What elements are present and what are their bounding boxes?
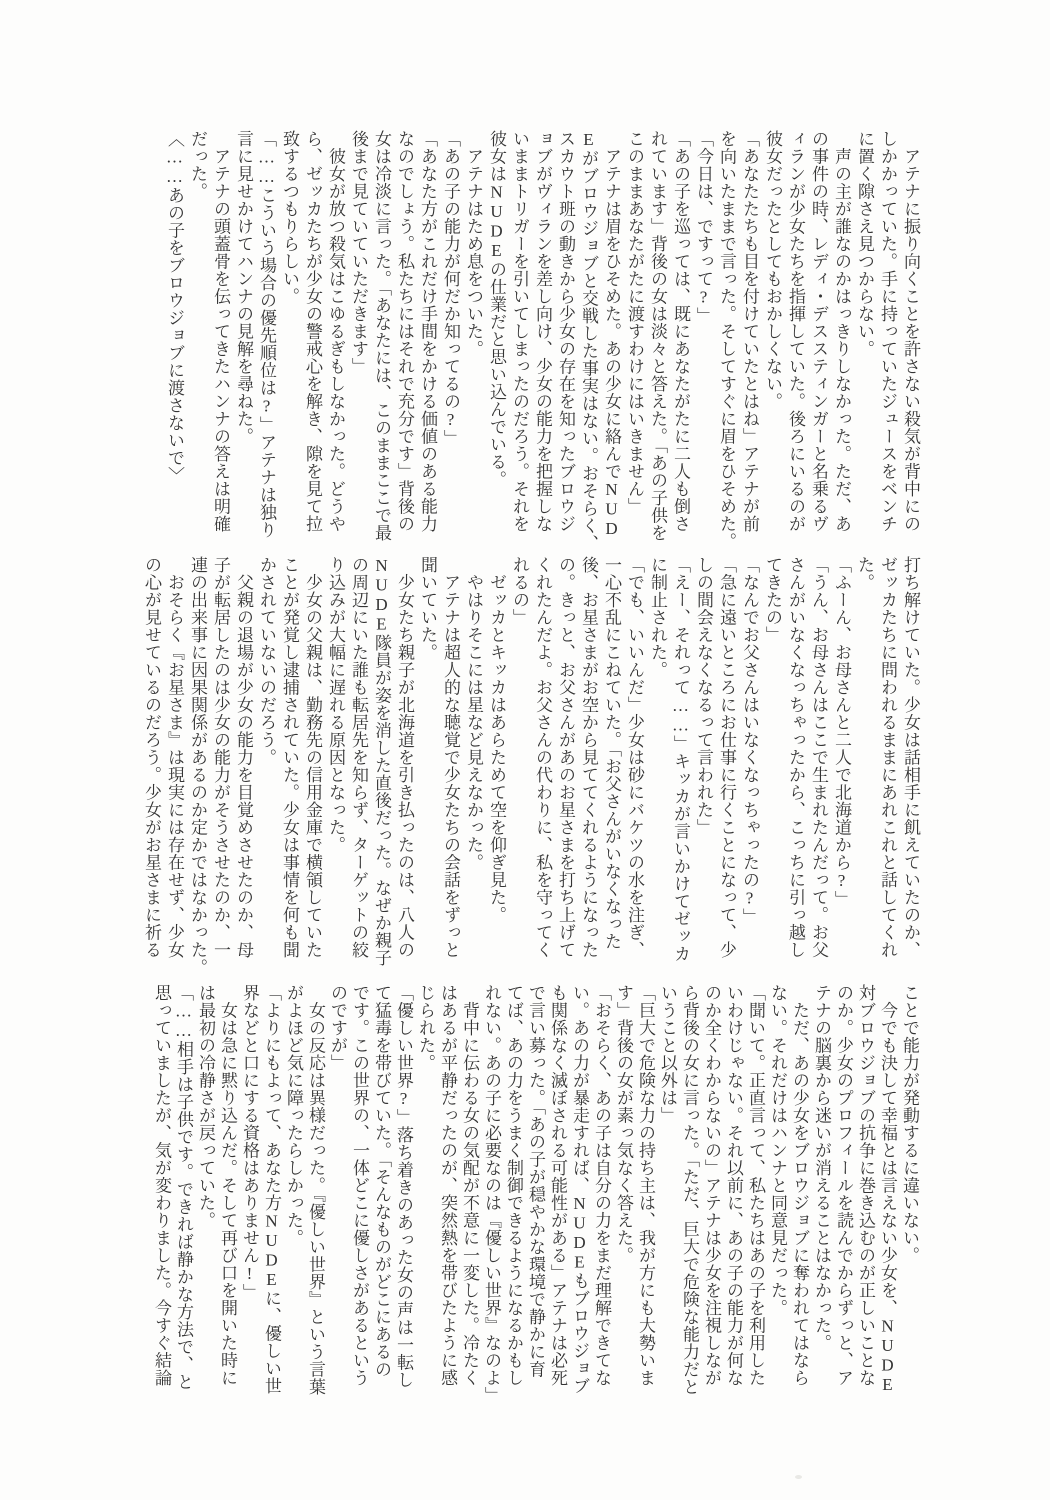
text-line: 女は急に黙り込んだ。そして再び口を開いた時に [218,984,237,1387]
text-line: さんがいなくなっちゃったから、こっちに引っ越し [786,556,805,959]
text-line: くれたんだよ。お父さんの代わりに、私を守ってく [533,556,552,959]
text-line: です。この世界の、一体どこに優しさがあるという [350,984,369,1387]
text-line: 「急に遠いところにお仕事に行くことになって、少 [717,556,736,959]
text-line: の心が見せているのだろう。少女がお星さまに祈る [142,556,161,959]
text-band-middle [140,556,922,980]
text-band-top [163,130,922,554]
text-line: の事件の時、レディ・デススティンガーと名乗るヴ [809,130,828,533]
text-line: やはりそこには星など見えなかった。 [464,556,483,871]
text-line: 「よりにもよって、あなた方NUDEに、優しい世 [262,984,281,1395]
text-line: 思っていましたが、気が変わりました。今すぐ結論 [152,984,171,1387]
text-line: ただ、あの少女をブロウジョブに奪われてはなら [790,984,809,1387]
text-line: しかかっていた。手に持っていたジュースをベンチ [878,130,897,533]
text-line: い。あの力が暴走すれば、NUDEもブロウジョブ [570,984,589,1395]
text-line: ことが発覚し逮捕されていた。少女は事情を何も聞 [280,556,299,959]
text-line: 「なんでお父さんはいなくなっちゃったの?」 [740,556,759,926]
text-line: のか全くわからないの」アテナは少女を注視しなが [702,984,721,1387]
text-line: 少女の父親は、勤務先の信用金庫で横領していた [303,556,322,959]
text-line: 「聞いて。正直言って、私たちはあの子を利用した [746,984,765,1387]
text-line: ゼッカたちに問われるままにあれこれと話してくれ [878,556,897,959]
text-line: も関係なく滅ぼされる可能性がある」アテナは必死 [548,984,567,1387]
text-line: 今でも決して幸福とは言えない少女を、NUDE [878,984,897,1395]
text-band-bottom [150,984,920,1408]
text-line: テナの脳裏から迷いが消えることはなかった。 [812,984,831,1352]
text-line: た。 [855,556,874,591]
scan-smudge [795,1475,802,1479]
text-line: 言に見せかけてハンナの見解を尋ねた。 [234,130,253,445]
text-line: 「今日は、ですって?」 [694,130,713,325]
text-line: だった。 [188,130,207,200]
text-line: かされていないのだろう。 [257,556,276,766]
text-line: このままあなたがたに渡すわけにはいきません」 [625,130,644,515]
text-line: 少女たち親子が北海道を引き払ったのは、八人の [395,556,414,959]
text-line: アテナは超人的な聴覚で少女たちの会話をずっと [441,556,460,959]
text-line: 「巨大で危険な力の持ち主は、我が方にも大勢いま [636,984,655,1387]
text-line: がよほど気に障ったらしかった。 [284,984,303,1247]
text-line: 対ブロウジョブの抗争に巻き込むのが正しいことな [856,984,875,1387]
text-line: 「あの子を巡っては、既にあなたがたに二人も倒さ [671,130,690,533]
text-line: スカウト班の動きから少女の存在を知ったブロウジ [556,130,575,533]
text-line: いままトリガーを引いてしまったのだろう。それを [510,130,529,533]
text-line: Eがブロウジョブと交戦した事実はない。おそらく、 [579,130,598,552]
text-line: アテナはため息をついた。 [464,130,483,358]
text-line: 「……こういう場合の優先順位は?」アテナは独り [257,130,276,539]
text-line: り込みが大幅に遅れる原因となった。 [326,556,345,854]
text-line: 彼女だったとしてもおかしくない。 [763,130,782,410]
text-line: 「あの子の能力が何だか知ってるの?」 [441,130,460,447]
text-line: て猛毒を帯びていた。「そんなものがどこにあるの [372,984,391,1378]
text-line: 「あなたたちも目を付けていたとはね」アテナが前 [740,130,759,533]
text-line: 聞いていた。 [418,556,437,661]
text-line: 「ふーん、お母さんと二人で北海道から?」 [832,556,851,908]
text-line: 背中に伝わる女の気配が不意に一変した。冷たく [460,984,479,1387]
text-line: 子が転居したのは少女の能力がそうさせたのか、一 [211,556,230,959]
text-line: の周辺にいた誰も転居先を知らず、ターゲットの絞 [349,556,368,959]
text-line: ィランが少女たちを指揮していた。後ろにいるのが [786,130,805,533]
text-line: 〈……あの子をブロウジョブに渡さないで〉 [165,130,184,484]
text-line: 後、お星さまがお空から見ててくれるようになった [579,556,598,959]
text-line: のですが」 [328,984,347,1072]
text-line: ゼッカとキッカはあらためて空を仰ぎ見た。 [487,556,506,924]
text-line: はあるが平静だったのが、突然熱を帯びたように感 [438,984,457,1387]
text-line: じられた。 [416,984,435,1072]
text-line: ら背後の女に言った。「ただ、巨大で危険な能力だと [680,984,699,1396]
text-line: ら、ゼッカたちが少女の警戒心を解き、隙を見て拉 [303,130,322,533]
text-line: 女の反応は異様だった。『優しい世界』という言葉 [306,984,325,1396]
text-line: 彼女はNUDEの仕業だと思い込んでいる。 [487,130,506,488]
text-line: ことで能力が発動するに違いない。 [900,984,919,1264]
text-line: のか。少女のプロフィールを読んでからずっと、ア [834,984,853,1387]
text-line: に制止された。 [648,556,667,679]
text-line: 父親の退場が少女の能力を目覚めさせたのか、母 [234,556,253,959]
text-line: れるの」 [510,556,529,626]
text-line: れています」背後の女は淡々と答えた。「あの子供を [648,130,667,542]
text-line: 後まで見ていていただきます」 [349,130,368,375]
text-line: の。きっと、お父さんがあのお星さまを打ち上げて [556,556,575,959]
text-line: 声の主が誰なのかはっきりしなかった。ただ、あ [832,130,851,533]
text-line: 「えー、それって……」キッカが言いかけてゼッカ [671,556,690,963]
text-line: 致するつもりらしい。 [280,130,299,305]
text-line: なのでしょう。私たちにはそれで充分です」背後の [395,130,414,533]
text-line: を向いたままで言った。そしてすぐに眉をひそめた。 [717,130,736,550]
text-line: れない。あの子に必要なのは『優しい世界』なのよ」 [482,984,501,1404]
text-line: に置く隙さえ見つからない。 [855,130,874,358]
text-line: アテナに振り向くことを許さない殺気が背中にの [901,130,920,533]
text-line: 連の出来事に因果関係があるのか定かではなかった。 [188,556,207,976]
text-line: ない。それだけはハンナと同意見だった。 [768,984,787,1317]
text-line: しの間会えなくなるって言われた」 [694,556,713,836]
text-line: す」背後の女が素っ気なく答えた。 [614,984,633,1264]
text-line: アテナは眉をひそめた。あの少女に絡んでNUD [602,130,621,539]
text-line: 「おそらく、あの子は自分の力をまだ理解できてな [592,984,611,1387]
text-line: いうこと以外は」 [658,984,677,1124]
text-line: 女は冷淡に言った。「あなたには、このままここで最 [372,130,391,542]
text-line: NUDE隊員が姿を消した直後だった。なぜか親子 [372,556,391,967]
text-line: いわけじゃない。それ以前に、あの子の能力が何な [724,984,743,1387]
text-line: 「優しい世界?」落ち着きのあった女の声は一転し [394,984,413,1389]
text-line: 彼女が放つ殺気はこゆるぎもしなかった。どうや [326,130,345,533]
text-line: 界などと口にする資格はありません!」 [240,984,259,1301]
text-line: 「うん、お母さんはここで生まれたんだって。お父 [809,556,828,959]
text-line: アテナの頭蓋骨を伝ってきたハンナの答えは明確 [211,130,230,533]
text-line: 一心不乱にこねていた。「お父さんがいなくなった [602,556,621,950]
text-line: 「……相手は子供です。できれば静かな方法で、と [174,984,193,1391]
text-line: ョブがヴィランを差し向け、少女の能力を把握しな [533,130,552,533]
text-line: で言い募った。「あの子が穏やかな環境で静かに育 [526,984,545,1378]
text-line: おそらく『お星さま』は現実には存在せず、少女 [165,556,184,959]
text-line: てきたの」 [763,556,782,644]
text-line: 「でも、いいんだ」少女は砂にバケツの水を注ぎ、 [625,556,644,959]
text-line: てば、あの力をうまく制御できるようになるかもし [504,984,523,1387]
text-line: 打ち解けていた。少女は話相手に飢えていたのか、 [901,556,920,959]
text-line: は最初の冷静さが戻っていた。 [196,984,215,1229]
text-line: 「あなた方がこれだけ手間をかける価値のある能力 [418,130,437,533]
